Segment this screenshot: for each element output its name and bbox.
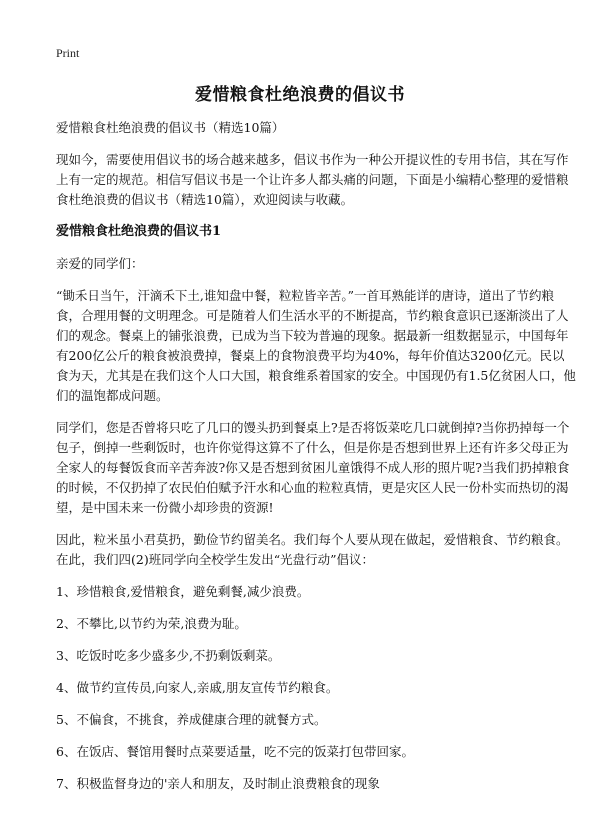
list-item: 5、不偏食，不挑食，养成健康合理的就餐方式。 (56, 712, 327, 727)
body-paragraph: 因此，粒米虽小君莫扔，勤俭节约留美名。我们每个人要从现在做起，爱惜粮食、节约粮食。在此，我们四(2)班同学向全校学生发出“光盘行动”倡议： (56, 532, 569, 567)
intro-paragraph: 现如今，需要使用倡议书的场合越来越多，倡议书作为一种公开提议性的专用书信，其在写作上有一定的规范。相信写倡议书是一个让许多人都头痛的问题，下面是小编精心整理的爱惜粮食杜绝浪费的倡议书（精选10篇），欢迎阅读与收藏。 (56, 152, 569, 207)
page-title: 爱惜粮食杜绝浪费的倡议书 (195, 85, 405, 105)
list-item: 4、做节约宣传员,向家人,亲戚,朋友宣传节约粮食。 (56, 680, 339, 695)
list-item: 7、积极监督身边的'亲人和朋友，及时制止浪费粮食的现象 (56, 776, 380, 791)
list-item: 3、吃饭时吃多少盛多少,不扔剩饭剩菜。 (56, 648, 281, 663)
list-item: 2、不攀比,以节约为荣,浪费为耻。 (56, 616, 247, 631)
list-item: 1、珍惜粮食,爱惜粮食，避免剩餐,减少浪费。 (56, 584, 310, 599)
print-link[interactable]: Print (56, 46, 80, 60)
document-body (56, 118, 576, 806)
list-item: 6、在饭店、餐馆用餐时点菜要适量，吃不完的饭菜打包带回家。 (56, 744, 414, 759)
body-paragraph: “锄禾日当午，汗滴禾下土,谁知盘中餐，粒粒皆辛苦。”一首耳熟能详的唐诗，道出了节约粮食，合理用餐的文明理念。可是随着人们生活水平的不断提高，节约粮食意识已逐渐淡出了人们的观念。餐桌上的铺张浪费，已成为当下较为普遍的现象。据最新一组数据显示，中国每年有200亿公斤的粮食被浪费掉，餐桌上的食物浪费平均为40%，每年价值达3200亿元。民以食为天，尤其是在我们这个人口大国，粮食维系着国家的安全。中国现仍有1.5亿贫困人口，他们的温饱都成问题。 (56, 288, 576, 403)
body-paragraph: 同学们，您是否曾将只吃了几口的馒头扔到餐桌上?是否将饭菜吃几口就倒掉?当你扔掉每一个包子，倒掉一些剩饭时，也许你觉得这算不了什么，但是你是否想到世界上还有许多父母正为全家人的每餐饭食而辛苦奔波?你又是否想到贫困儿童饿得不成人形的照片呢?当我们扔掉粮食的时候，不仅扔掉了农民伯伯赋予汗水和心血的粒粒真情，更是灾区人民一份朴实而热切的渴望，是中国未来一份微小却珍贵的资源! (56, 420, 570, 515)
greeting: 亲爱的同学们： (56, 256, 144, 271)
section-heading: 爱惜粮食杜绝浪费的倡议书1 (56, 224, 222, 239)
document-subtitle: 爱惜粮食杜绝浪费的倡议书（精选10篇） (56, 120, 285, 135)
